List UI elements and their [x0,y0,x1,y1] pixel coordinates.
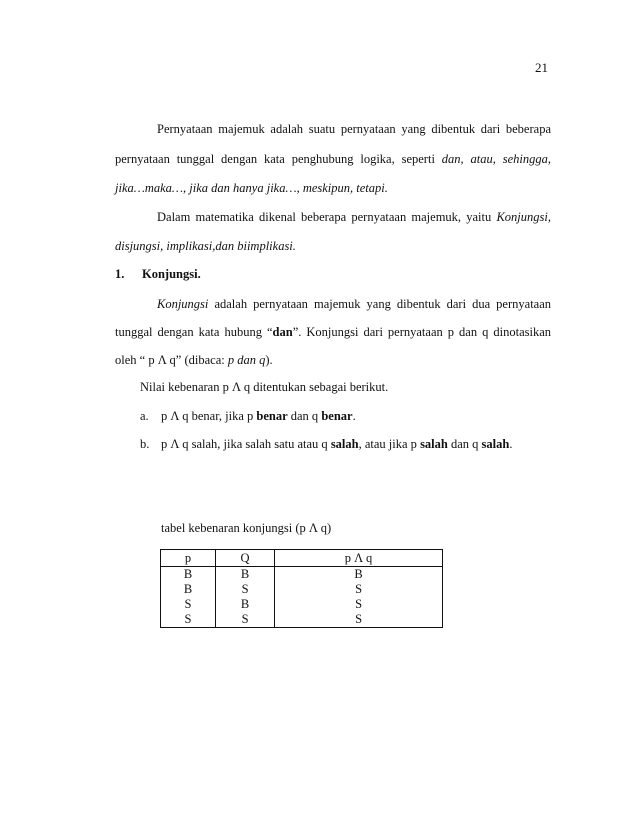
rule-b-bold-b: salah [420,437,448,451]
paragraph-3-line-2 [115,325,551,340]
header-q: Q [216,550,275,567]
table-cell: B [275,567,443,583]
header-p-and-q: p Λ q [275,550,443,567]
paragraph-1-line-2 [115,152,551,167]
rule-a-text-a: p Λ q benar, jika p [161,409,257,423]
rule-b-text-b: , atau jika p [358,437,421,451]
rule-b-marker: b. [140,437,150,451]
rule-a-marker: a. [140,409,149,423]
section-heading [115,267,201,282]
table-cell: S [161,597,216,612]
table-row [161,612,443,628]
paragraph-3-line-3 [115,353,551,368]
paragraph-3-line-1 [157,297,551,312]
rule-b-text [161,437,512,452]
truth-value-intro: Nilai kebenaran p Λ q ditentukan sebagai berikut. [140,380,389,394]
rule-b-text-a: p Λ q salah, jika salah satu atau q [161,437,331,451]
paragraph-1-line-3 [115,181,551,196]
paragraph-3-line-1-text: adalah pernyataan majemuk yang dibentuk dari dua pernyataan [214,297,552,311]
table-row [161,567,443,583]
paragraph-1-line-2-text: pernyataan tunggal dengan kata penghubung logika, seperti [115,152,435,166]
table-cell: S [275,597,443,612]
table-cell: S [161,612,216,628]
rule-b-bold-a: salah [330,437,359,451]
table-row [161,582,443,597]
paragraph-3-line-3-italic: p dan q [227,353,266,367]
table-row [161,597,443,612]
paragraph-3-line-1-italic: Konjungsi [157,297,209,311]
rule-a-bold-b: benar [321,409,353,423]
page-number: 21 [535,60,548,75]
rule-b-bold-c: salah [481,437,510,451]
paragraph-2-line-2 [115,239,551,254]
table-cell: B [216,567,275,583]
rule-a-text-b: dan q [287,409,322,423]
table-cell: S [275,612,443,628]
paragraph-2-line-2-italic: disjungsi, implikasi,dan biimplikasi. [115,239,296,253]
paragraph-1-line-1: Pernyataan majemuk adalah suatu pernyataan yang dibentuk dari beberapa [157,122,551,136]
paragraph-1-line-3-italic: jika…maka…, jika dan hanya jika…, meskipun, tetapi. [115,181,388,195]
section-title: Konjungsi. [142,267,201,281]
section-number: 1. [115,267,125,281]
paragraph-2-line-1-text: Dalam matematika dikenal beberapa pernyataan majemuk, yaitu [157,210,492,224]
table-cell: S [216,612,275,628]
truth-table [160,549,443,628]
paragraph-3-line-2-text-b: ”. Konjungsi dari pernyataan p dan q dinotasikan [292,325,551,339]
rule-b-text-d: . [509,437,513,451]
rule-a-text [161,409,356,424]
paragraph-3-line-2-text-a: tunggal dengan kata hubung “ [115,325,273,339]
truth-table-caption: tabel kebenaran konjungsi (p Λ q) [161,521,332,535]
paragraph-2-line-1 [157,210,551,225]
table-cell: B [161,582,216,597]
rule-b-text-c: dan q [447,437,482,451]
paragraph-2-line-1-italic: Konjungsi, [496,210,551,224]
header-p: p [161,550,216,567]
rule-a-text-c: . [352,409,356,423]
table-cell: S [216,582,275,597]
truth-table-header-row [161,550,443,567]
paragraph-1-line-2-italic: dan, atau, sehingga, [441,152,552,166]
table-cell: B [216,597,275,612]
rule-a-bold-a: benar [256,409,288,423]
table-cell: B [161,567,216,583]
paragraph-3-line-3-text-a: oleh “ p Λ q” (dibaca: [115,353,228,367]
paragraph-3-line-3-text-b: ). [265,353,273,367]
paragraph-3-line-2-bold: dan [272,325,293,339]
table-cell: S [275,582,443,597]
